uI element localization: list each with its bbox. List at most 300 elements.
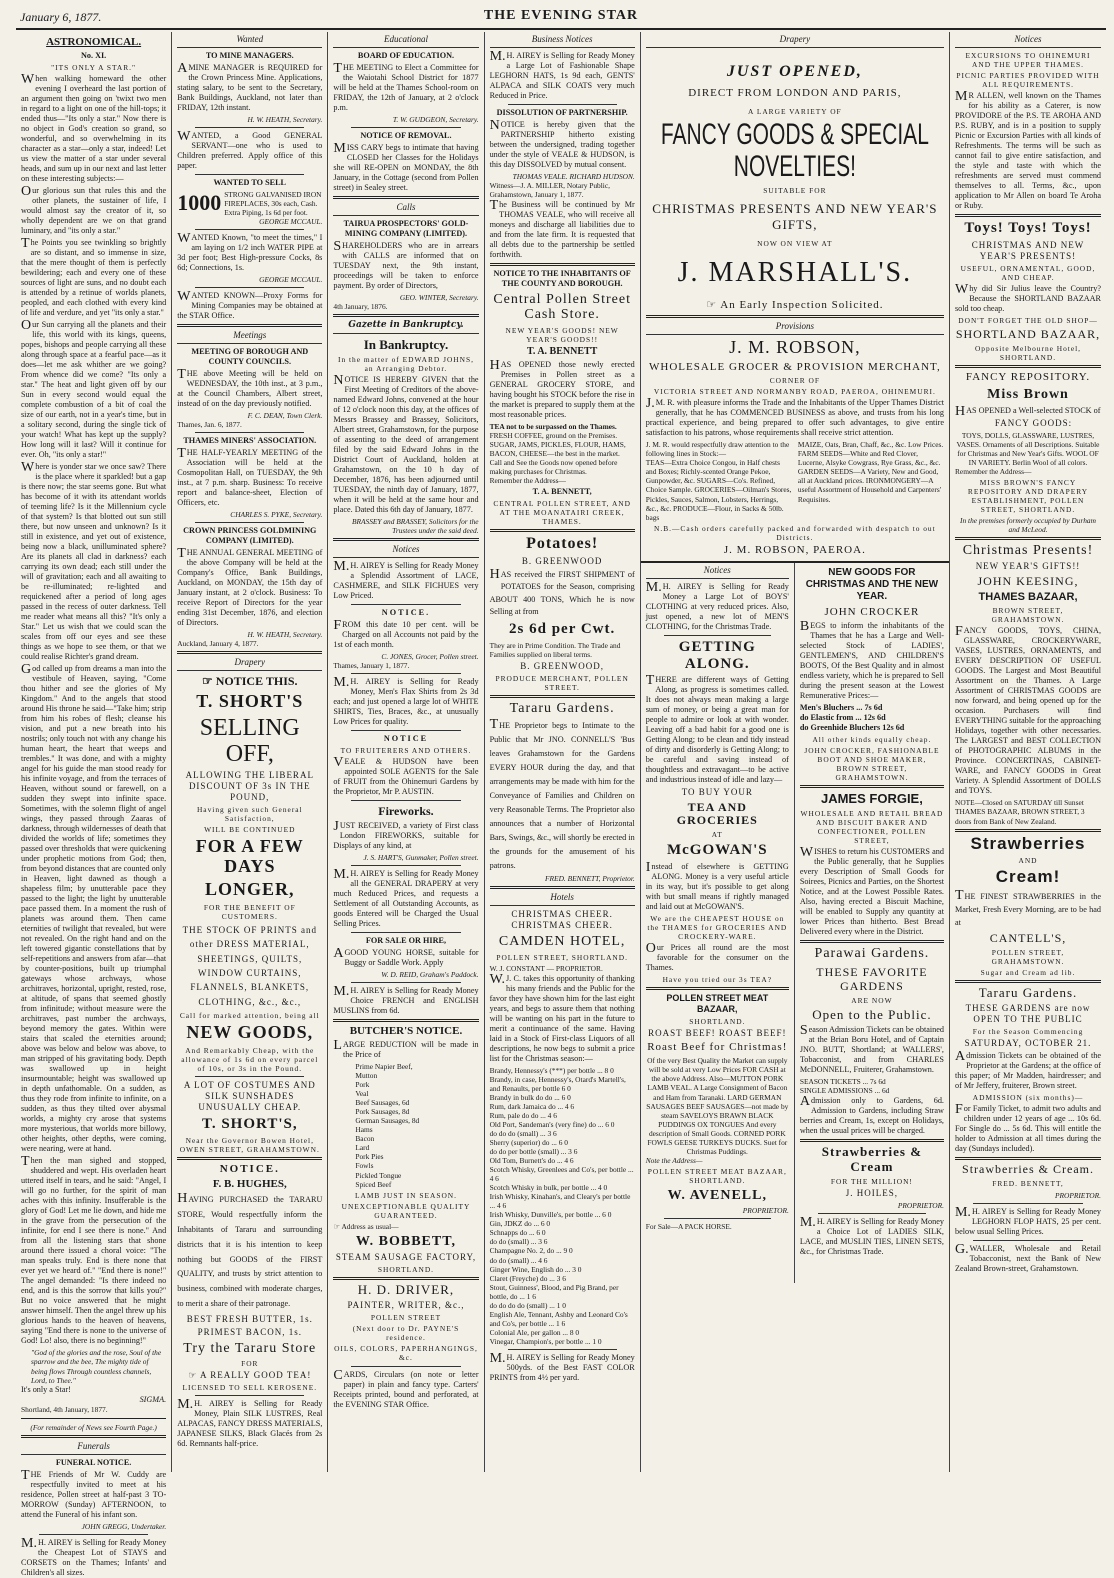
ad-text: THE above Meeting will be held on WEDNESDAY, the 10th inst., at 3 p.m., at the Council Chambers, Albert street, instead of on the day previously notified. xyxy=(177,367,323,409)
ad-line: FOR THE MILLION! xyxy=(830,1176,913,1186)
ad-signature: H. W. HEATH, Secretary. xyxy=(247,114,323,124)
ad-line: Witness—J. A. MILLER, Notary Public, Grahamstown, January 1, 1877. xyxy=(489,181,610,200)
ad-text: LARGE REDUCTION will be made in the Price of xyxy=(333,1038,479,1060)
list-item: do do per bottle (small) ... 3 6 xyxy=(489,1147,578,1157)
article-paragraph: God called up from dreams a man into the vestibule of Heaven, saying, "Come thou hither and see the glories of My Kingdom." And to the angels that stood around His throne he said—"Take him; strip from him his robes of flesh; cleanse his vision, and put a new breath into his nostrils; only touch not with any change his human heart, the heart that weeps and trembles." It was done, and with a mighty angel for his guide the man stood ready for his infinite voyage, and from the terraces of Heaven, without sound or farewell, on a sudden they swept into infinite space. Sometimes, with the solemn flight of angel wings, they passed through Zaaras of darkness, through wildernesses of death that divided the worlds of life; sometimes they passed over thresholds that were quickening under prophetic motions from God; then, from beyond distances that are counted only in Heaven, light dawned as though a shapeless film; by unutterable pace they passed to the light; the light by unutterable pace passed them. In a moment the rush of planets was around them. Then came eternities of twilight that revealed, but were not revealed. On the right hand and on the left towered gigantic constellations that by self-repetitions and answers from afar—that by counter-positions, built up triumphal gateways whose archways, whose architraves, horizontal, upright, rested, rose, at altitude, of spans that seemed ghostly from infinitude; without measure were the architraves, past number the archways, beyond memory the gates. Within were stairs that scaled the eternities around; above was below and below was above, to man stripped of his gravitating body. Depth was swallowed up in height insurmountable; height was swallowed up in depth unfathomable. On a sudden, as thus they rode from infinite to infinite, on a sudden, as thus they tilted over abysmal worlds, a mighty cry arose that systems more mysterious, that worlds more billowy, other heights, other depths, were coming, were nearing, were at hand. xyxy=(21,662,167,1154)
ad-text: G.WALLER, Wholesale and Retail Tobacconist, next the Bank of New Zealand Brown-street, Grahamstown. xyxy=(954,1241,1102,1273)
ad-signature: THOMAS VEALE. RICHARD HUDSON. xyxy=(512,171,635,181)
article-dateline: Shortland, 4th January, 1877. xyxy=(21,1404,108,1414)
ad-display-line: Strawberries & Cream xyxy=(821,1144,923,1174)
list-item: do do do do (small) ... 1 0 xyxy=(489,1300,566,1310)
ad-line: MAIZE, Oats, Bran, Chaff, &c., &c. Low Prices. FARM SEEDS—White and Red Clover, Lucerne, Alsyke Cowgrass, Rye Grass, &c., &c. GARDEN SEEDS—A Variety, New and Good, all at Auckland prices. IRONMONGERY—A useful Assortment of Household and Carpenters' Requisites. xyxy=(797,440,944,504)
ad-heading: CROWN PRINCESS GOLDMINING COMPANY (LIMITED). xyxy=(183,526,317,546)
ad-display-line: 2s 6d per Cwt. xyxy=(509,621,616,638)
ad-dateline: 4th January, 1876. xyxy=(333,302,388,311)
ad-display-line: Cream! xyxy=(995,867,1061,887)
ad-line: CHRISTMAS AND NEW YEAR'S PRESENTS! xyxy=(971,239,1085,261)
ad-line: AT xyxy=(711,830,723,840)
ad-line: Call and See the Goods now opened before making purchases for Christmas. xyxy=(489,458,618,477)
ad-line: OILS, COLORS, PAPERHANGINGS, &c. xyxy=(334,1344,478,1363)
ad-line: ALLOWING THE LIBERAL DISCOUNT OF 3s IN THE POUND, xyxy=(185,770,314,803)
ad-text: Our Prices all round are the most favorable for the consumer on the Thames. xyxy=(645,941,789,973)
ad-text: J.M. R. with pleasure informs the Trade and the Inhabitants of the Upper Thames District generally, that he has COMMENCED BUSINESS as above, and trusts from his long practical experience, and being prepared to offer such advantages, to give entire satisfaction to his patrons, whose requirements shall receive strict attention. xyxy=(645,396,944,438)
ad-line: JOHN CROCKER xyxy=(824,605,920,618)
ad-signature: J. S. HART'S, Gunmaker, Pollen street. xyxy=(363,852,479,862)
ad-text: THE HALF-YEARLY MEETING of the Association will be held at the Cosmopolitan Hall, on TUESDAY, the 9th inst., at 7 p.m. sharp. Business: To receive report and balance-sheet, Election of Officers, etc. xyxy=(177,446,323,508)
section-header-meetings: Meetings xyxy=(177,330,322,344)
ad-heading: Fireworks. xyxy=(378,804,434,819)
ad-line: PAINTER, WRITER, &c., xyxy=(347,1300,465,1311)
ad-text: JUST RECEIVED, a variety of First class London FIREWORKS, suitable for Displays of any kind, at xyxy=(333,818,479,850)
ad-subcol xyxy=(646,440,792,521)
ad-display-line: CAMDEN HOTEL, xyxy=(498,934,626,950)
list-item: Schnapps do ... 6 0 xyxy=(489,1228,546,1238)
section-header-drapery: Drapery xyxy=(177,657,322,671)
list-item: Fowls xyxy=(355,1161,374,1171)
list-item: Colonial Ale, per gallon ... 8 0 xyxy=(489,1327,580,1337)
ad-display-line: J. M. ROBSON, xyxy=(729,337,861,358)
ad-line: Sugar and Cream ad lib. xyxy=(980,968,1076,977)
article-paragraph: When walking homeward the other evening I overheard the last portion of an argument then going on 'twixt two men in regard to a light on one of the hill-tops; it ended thus—"Its only a star." Now there is no object in God's creation so grand, so wonderful, and so overwhelming in its character as a star—only a star, indeed! Let us view the matter of a star under several heads, and sum up in our next and last letter on these interesting subjects:— xyxy=(21,72,167,184)
ad-text: THE ANNUAL GENERAL MEETING of the above Company will be held at the Company's Office, Bank Buildings, Auckland, on MONDAY, the 15th day of January instant, at 2 o'clock. Business: To receive Report of Directors for the year ending 31st December, 1876, and election of Directors. xyxy=(177,546,323,628)
ad-line: Opposite Melbourne Hotel, SHORTLAND. xyxy=(974,343,1082,362)
ad-line: ARE NOW xyxy=(851,995,893,1005)
ad-display-line: Tararu Gardens. xyxy=(509,700,615,716)
continuation-note: (For remainder of News see Fourth Page.) xyxy=(30,1422,157,1432)
price-line: do Elastic from ... 12s 6d xyxy=(799,713,886,723)
ad-line: N.B.—Cash orders carefully packed and forwarded with despatch to out Districts. xyxy=(654,523,936,542)
ad-text: M.H. AIREY is Selling for Ready Money a Splendid Assortment of LACE, CASHMERE, and SILK FICHUES very Low Priced. xyxy=(333,558,479,600)
ad-heading: NOTICE. xyxy=(219,1162,280,1175)
ad-line: CANTELL'S, xyxy=(989,931,1067,946)
ad-line: TO FRUITERERS AND OTHERS. xyxy=(340,746,472,756)
ad-display-line: Open to the Public. xyxy=(812,1006,932,1022)
ad-text: M.H. AIREY is Selling for Ready Money a Choice Lot of LADIES SILK, LACE, and MUSLIN TIES, LINEN SETS, &c., for Christmas Trade. xyxy=(799,1214,944,1256)
ad-line: J. HOILES, xyxy=(845,1187,899,1198)
list-item: Claret (Freyche) do ... 3 6 xyxy=(489,1273,566,1283)
ad-line: Remember the Address— xyxy=(489,476,566,486)
section-header-provisions: Provisions xyxy=(646,321,944,335)
ad-line: ☞ An Early Inspection Solicited. xyxy=(706,298,884,311)
ad-heading: T. A. BENNETT xyxy=(526,345,598,357)
ad-line: And Remarkably Cheap, with the allowance of 1s 6d on every parcel of 10s, or 3s in the Pound. xyxy=(181,1046,319,1074)
ad-line: A LOT OF COSTUMES AND SILK SUNSHADES UNUSUALLY CHEAP. xyxy=(183,1080,316,1113)
ad-display-line: Toys! Toys! Toys! xyxy=(964,220,1092,237)
ad-text: WANTED KNOWN—Proxy Forms for Mining Companies may be obtained at the STAR Office. xyxy=(177,289,323,321)
ad-display-line: FANCY GOODS & SPECIAL NOVELTIES! xyxy=(660,118,929,184)
article-number: No. XI. xyxy=(80,51,107,61)
ad-heading: T. A. BENNETT, xyxy=(532,487,592,497)
ad-heading: NOTICE xyxy=(383,734,429,744)
ad-text: M.H. AIREY is Selling for Ready Money, Plain SILK LUSTRES, Real ALPACAS, FANCY DRESS MATERIALS, JAPANESE SILKS, Black Glacés from 2s 6d. Remnants half-price. xyxy=(177,1396,323,1448)
column-1 xyxy=(16,32,172,1577)
ad-signature: PROPRIETOR. xyxy=(742,1206,789,1216)
ad-line: THE STOCK OF PRINTS and other DRESS MATERIAL, SHEETINGS, QUILTS, WINDOW CURTAINS, FLANNELS, BLANKETS, CLOTHING, &c., &c., xyxy=(182,924,317,1007)
ad-line: LICENSED TO SELL KEROSENE. xyxy=(182,1382,318,1392)
article-signature: SIGMA. xyxy=(139,1394,167,1404)
notices-split xyxy=(641,563,949,1283)
ad-text: THE MEETING to Elect a Committee for the Waiotahi School District for 1877 will be held at the Thames School-room on FRIDAY, the 12th of January, at 2 o'clock p.m. xyxy=(333,60,479,112)
ad-display-line: Miss Brown xyxy=(987,387,1069,403)
ad-line: POLLEN STREET MEAT BAZAAR, SHORTLAND. xyxy=(647,1166,787,1185)
ad-signature: CHARLES S. PYKE, Secretary. xyxy=(230,510,323,520)
ad-heading: JAMES FORGIE, xyxy=(820,791,923,807)
list-item: Old Port, Sandeman's (very fine) do ... 6 0 xyxy=(489,1120,615,1130)
drapery-block xyxy=(641,32,949,561)
ad-text: NOTICE is hereby given that the PARTNERSHIP hitherto existing between the undersigned, trading together under the style of VEALE & HUDSON, is this day DISSOLVED by mutual consent. xyxy=(489,117,635,169)
ad-signature: W. D. REID, Graham's Paddock. xyxy=(381,969,479,979)
ad-line: PRIMEST BACON, 1s. xyxy=(197,1326,302,1337)
ad-line: WHOLESALE AND RETAIL BREAD AND BISCUIT BAKER AND CONFECTIONER, POLLEN STREET, xyxy=(800,809,944,846)
section-header-business-notices: Business Notices xyxy=(490,34,635,48)
ad-display-line: JUST OPENED, xyxy=(726,62,863,80)
ad-line: W. J. CONSTANT — PROPRIETOR. xyxy=(489,963,603,973)
list-item: Lard xyxy=(355,1143,370,1153)
ad-line: NOTE—Closed on SATURDAY till Sunset THAMES BAZAAR, BROWN STREET, 3 doors from Bank of New Zealand. xyxy=(954,798,1085,826)
ad-display-line: SELLING OFF, xyxy=(199,714,300,768)
ad-line: In the matter of EDWARD JOHNS, an Arranging Debtor. xyxy=(338,354,474,373)
list-item: Champagne No. 2, do ... 9 0 xyxy=(489,1246,573,1256)
pointing-hand-icon: ☞ xyxy=(201,674,216,689)
ad-line: SATURDAY, OCTOBER 21. xyxy=(964,1038,1092,1049)
ad-display-line: FOR A FEW DAYS xyxy=(195,836,304,877)
ad-display-line: Strawberries & Cream. xyxy=(962,1162,1094,1177)
ad-line: NEW YEAR'S GOODS! NEW YEAR'S GOODS!! xyxy=(505,325,619,344)
list-item: Stout, Guinness', Blood, and Pig Brand, per bottle, do ... 1 6 xyxy=(489,1282,619,1301)
ad-line: Remember the Address— xyxy=(954,466,1032,476)
ad-line: AND xyxy=(1018,856,1038,866)
section-header-gazette: Gazette in Bankruptcy. xyxy=(333,320,478,334)
ad-display-line: NEW GOODS, xyxy=(186,1022,314,1043)
ad-line: CHRISTMAS PRESENTS AND NEW YEAR'S GIFTS, xyxy=(652,201,938,232)
ad-text: Admission only to Gardens, 6d. Admission to Gardens, including Straw berries and Cream, 1s, except on Holidays, when the usual prices will be charged. xyxy=(799,1094,944,1136)
ad-display-line: Try the Tararu Store xyxy=(183,1340,317,1356)
masthead xyxy=(16,4,1106,30)
article-paragraph: Where is yonder star we once saw? There is the place where it sparkled! but a gap is there now; the star seems gone. But what has become of it with its attendant worlds of teeming life? Is it the Millennium cycle of that system? Is that blotted out sun still there, but now unseen and unknown? Is it still in existence, and yet out of existence, being now a black, unilluminated sphere? Are its planets all clad in darkness? each carrying its own dead; each still under the will of gravitation; each and all awaiting to be re-illuminated; re-lighted and requickened after a period of long ages passed in the recess of outer darkness. Tell me reader what means all this? "It's only a Star." Let us wish that we could scan the scales from off our eyes and see these things as we hope to see them, or that we could realise Richter's grand dream. xyxy=(21,460,167,662)
ad-dateline: Thames, Jan. 6, 1877. xyxy=(177,420,242,430)
section-header-notices: Notices xyxy=(646,565,789,579)
ad-signature: H. W. HEATH, Secretary. xyxy=(247,630,323,640)
ad-display-line: W. BOBBETT, xyxy=(355,1233,457,1249)
ad-line: JOHN KEESING, xyxy=(977,574,1079,589)
ad-display-line: LONGER, xyxy=(205,879,295,900)
ad-text: For Family Ticket, to admit two adults and children under 12 years of age ... 10s 6d. For Single do ... 5s 6d. This will entitle the holder to Admission at all times during the day (Sundays included). xyxy=(954,1102,1102,1154)
ad-text: THERE are different ways of Getting Along, as progress is sometimes called. It does not always mean making a large sum of money, or being a great man for people to admire or look at with wonder. Leaving off a bad habit for a good one is Getting Along; to be clean and tidy instead of dirty and disorderly is Getting Along; to be careful and saving instead of thoughtless and extravagant—to be active and industrious instead of idle and lazy— xyxy=(645,673,789,785)
article-closing: It's only a Star! xyxy=(21,1384,71,1394)
ad-text: MISS CARY begs to intimate that having CLOSED her Classes for the Holidays she will RE-OPEN on MONDAY, the 8th January, in the Cottage (second from Pollen street) in Sealey street. xyxy=(333,141,479,192)
ad-text: M.H. AIREY is Selling for Ready Money 500yds. of the Best FAST COLOR PRINTS from 4½ per yard. xyxy=(489,1350,635,1382)
list-item: Prime Napier Beef, xyxy=(355,1062,413,1072)
ad-text: NOTICE IS HEREBY GIVEN that the First Meeting of Creditors of the above-named Edward Johns, convened at the hour of 12 o'clock noon this day, at the offices of Messrs Brassey and Brassey, Solicitors, Albert street, Grahamstown, for the purpose of assenting to the deed of arrangement filed by the said Edward Johns in the District Court of Auckland, holden at Grahamstown, on the 10 h day of December, 1876, has been adjourned until TUESDAY, the ninth day of January, 1877, when it will be held at the same hour and place. Dated this 6th day of January, 1877. xyxy=(333,372,479,514)
ad-line: EXCURSIONS TO OHINEMURI AND THE UPPER THAMES. xyxy=(965,50,1091,69)
ad-line: DON'T FORGET THE OLD SHOP— xyxy=(958,315,1098,325)
ad-text: M.H. AIREY is Selling for Ready Money the Cheapest Lot of STAYS and CORSETS on the Thames; Infants' and Children's all sizes. xyxy=(21,1535,167,1577)
list-item: Brandy, in case, Hennessy's, Otard's Martell's, and Renaults, per bottle 6 0 xyxy=(489,1074,626,1093)
ad-line: SUITABLE FOR xyxy=(763,186,827,196)
section-header-funerals: Funerals xyxy=(21,1441,166,1455)
ad-line: USEFUL, ORNAMENTAL, GOOD, AND CHEAP. xyxy=(960,263,1096,282)
ad-line: B. GREENWOOD, xyxy=(520,660,605,671)
ad-heading: BUTCHER'S NOTICE. xyxy=(349,1024,463,1037)
ad-line: ROAST BEEF! ROAST BEEF! xyxy=(648,1028,787,1039)
list-item: Pork Sausages, 8d xyxy=(355,1107,410,1117)
ad-line: CENTRAL POLLEN STREET, AND AT THE MOANATAIRI CREEK, THAMES. xyxy=(493,499,631,527)
pointing-hand-icon: ☞ xyxy=(188,1369,201,1380)
ad-line: TEAS—Extra Choice Congou, in Half chests and Boxes; Richly-scented Orange Pekoe, Gunpowder, &c. SUGARS—Co's. Refined, Choice Sample. GROCERIES—Oilman's Stores, Pickles, Sauces, Salmon, Lobsters, Herrings, &c., &c. PRODUCE—Flour, in Sacks & 50lb. bags xyxy=(645,458,792,522)
ad-line: UNEXCEPTIONABLE QUALITY GUARANTEED. xyxy=(341,1201,471,1220)
ad-line: All other kinds equally cheap. xyxy=(812,735,932,745)
list-item: Spiced Beef xyxy=(355,1179,392,1189)
article-paragraph: Then the man sighed and stopped, shuddered and wept. His overladen heart uttered itself in tears, and he said: "Angel, I will go no further, for the spirit of man aches with this infinity. Insufferable is the glory of God! Let me lie down, and hide me in the grave from the persecution of the infinite, for end I see there is none." And from all the listening stars that shone around there issued a choral voice: "The man speaks truly. End is there none that ever yet we heard of." "End there is none!" The angel demanded: "Is there indeed no end, and is this the sorrow that kills you?" But no voice answered that he might answer himself. Then the angel threw up his glorious hands to the heaven of heavens, saying "End there is none to the universe of God! Lo! also, there is no beginning!" xyxy=(21,1154,167,1346)
ad-dateline: Auckland, January 4, 1877. xyxy=(177,639,259,649)
ad-text: M.H. AIREY is Selling for Ready Money, Men's Flax Shirts from 2s 3d each; and just opened a large lot of WHITE SHIRTS, Ties, Braces, &c., at unusually Low Prices for quality. xyxy=(333,675,479,727)
ad-line: SHORTLAND. xyxy=(689,1016,746,1026)
section-header-drapery: Drapery xyxy=(646,34,944,48)
ad-text: FROM this date 10 per cent. will be Charged on all Accounts not paid by the 1st of each month. xyxy=(333,617,479,649)
ad-signature: T. W. GUDGEON, Secretary. xyxy=(392,114,479,124)
ad-text: M.H. AIREY is Selling for Ready Money all the GENERAL DRAPERY at very much Reduced Prices, and requests a Settlement of all Outstanding Accounts, as goods Entered will be Charged the Usual Selling Prices. xyxy=(333,866,479,928)
ad-text: WANTED, a Good GENERAL SERVANT—one who is used to Children preferred. Apply office of this paper. xyxy=(177,129,323,170)
ad-heading: FOR SALE OR HIRE, xyxy=(365,935,446,945)
ad-text: WISHES to return his CUSTOMERS and the Public generally, that he Supplies every Description of Small Goods for Soirees, Picnics and Parties, on the Shortest Notice, and at the Lowest Possible Rates. Also, having erected a Biscuit Machine, will be enabled to Supply any quantity at lower Prices than hitherto. Best Bread Delivered every where in the District. xyxy=(799,845,944,937)
article-paragraph: The Points you see twinkling so brightly are so distant, and so immense in size, that the mere thought of them is perfectly bewildering; each and every one of these sources of light are suns, and no doubt each is attended by a retinue of worlds planets, peopled, and each clothed with every kind of life and verdure, and yet "its only a star." xyxy=(21,236,167,318)
section-header-wanted: Wanted xyxy=(177,34,322,48)
ad-heading: NOTICE OF REMOVAL. xyxy=(360,131,452,140)
ad-line: THESE FAVORITE GARDENS xyxy=(816,964,928,994)
ad-line: PICNIC PARTIES PROVIDED WITH ALL REQUIREMENTS. xyxy=(956,71,1100,90)
list-item: Rum, dark Jamaica do ... 4 6 xyxy=(489,1101,575,1111)
ad-signature: GEORGE MCCAUL. xyxy=(259,217,323,227)
section-header-calls: Calls xyxy=(333,202,478,216)
list-item: Veal xyxy=(355,1089,369,1099)
ad-text: Instead of elsewhere is GETTING ALONG. Money is a very useful article in its way, but it's possible to get along with but small means if rightly managed and laid out at McGOWAN'S. xyxy=(645,859,789,911)
ad-line: ADMISSION (six months)— xyxy=(972,1093,1084,1103)
ad-heading: MEETING OF BOROUGH AND COUNTY COUNCILS. xyxy=(191,347,309,367)
ad-heading: FUNERAL NOTICE. xyxy=(55,1457,132,1467)
ad-text: W.J. C. takes this opportunity of thanking his many friends and the Public for the favor they have shown him for the last eight years, and begs to assure them that nothing will be wanting on his part in the future to merit a continuance of the same. Having laid in a Stock of First-class Liquors of all descriptions, he now begs to submit a price list for the Christmas season:— xyxy=(489,971,635,1063)
ad-display-line: Potatoes! xyxy=(526,535,599,553)
ad-display-line: McGOWAN'S xyxy=(666,842,768,859)
section-header-notices: Notices xyxy=(955,34,1101,48)
ad-line: SHORTLAND. xyxy=(377,1265,435,1275)
ad-display-line: T. SHORT'S xyxy=(196,690,304,711)
ad-line: A LARGE VARIETY OF xyxy=(748,106,842,116)
list-item: Rum, pale do do ... 4 6 xyxy=(489,1111,557,1120)
ad-line: Having given such General Satisfaction, xyxy=(196,805,303,824)
list-item: Vinegar, Champion's, per bottle ... 1 0 xyxy=(489,1336,602,1346)
ad-signature: C. JONES, Grocer, Pollen street. xyxy=(381,651,479,661)
ad-number: 1000 xyxy=(177,190,222,216)
ad-line: WILL BE CONTINUED xyxy=(204,825,296,835)
section-header-hotels: Hotels xyxy=(490,892,635,906)
ad-line: TOYS, DOLLS, GLASSWARE, LUSTRES, VASES. Ornaments of all Descriptions. Suitable for Christmas and New Year's Gifts. WOOL OF IN VARIETY. Berlin Wool of all colors. xyxy=(956,430,1100,467)
article-paragraph: Our Sun carrying all the planets and their life, this world with its kings, queens, popes, bishops and people carrying all these along through space at a fearful pace—as it does—let me ask whither are we going? From whence did we come? "Its only a star." The heat and light given off by our Sun in every second would equal the complete combustion of a bit of coal the size of our earth, not in a year's time, but in a solitary second, during the single tick of your watch! What has kept up the supply? How long will it last? Will it continue for ever. Oh, "its only a star!" xyxy=(21,318,167,460)
ad-dateline: Thames, January 1, 1877. xyxy=(333,660,410,670)
ad-signature: PROPRIETOR. xyxy=(897,1200,944,1210)
ad-display-line: Parawai Gardens. xyxy=(814,946,930,962)
section-header-notices: Notices xyxy=(333,544,478,558)
list-item: Irish Whisky, Kinahan's, and Cleary's per bottle ... 4 6 xyxy=(489,1192,631,1211)
ad-heading: NOTICE TO THE INHABITANTS OF THE COUNTY AND BOROUGH. xyxy=(493,269,631,289)
ad-text: AGOOD YOUNG HORSE, suitable for Buggy or Saddle Work. Apply xyxy=(333,945,479,967)
article-verse: "God of the glories and the rose, Soul of the sparrow and the bee, The mighty tide of being flows Through countless channels, Lord, to Thee." xyxy=(31,1348,162,1385)
ad-heading: TO MINE MANAGERS. xyxy=(205,50,294,60)
ad-line: NEW YEAR'S GIFTS!! xyxy=(975,561,1081,572)
list-item: do do (small) ... 4 6 xyxy=(489,1255,548,1265)
ad-signature: GEORGE MCCAUL. xyxy=(259,275,323,285)
ad-signature: JOHN GREGG, Undertaker. xyxy=(81,1521,167,1531)
ad-line: J. M. R. would respectfully draw attention to the following lines in Stock:— xyxy=(645,440,790,459)
ad-heading: ☞ NOTICE THIS. xyxy=(201,674,298,689)
ad-text: BEGS to inform the inhabitants of the Thames that he has a Large and Well-selected Stock of LADIES', GENTLEMEN'S, AND CHILDREN'S BOOTS, Of the Best Quality and in almost endless variety, which he is prepared to Sell during the present season at the Lowest Remunerative Prices:— xyxy=(799,619,944,701)
ad-line: ☞ A REALLY GOOD TEA! xyxy=(188,1369,312,1380)
ad-line: BROWN STREET, GRAHAMSTOWN. xyxy=(991,606,1065,625)
ad-signature: F. C. DEAN, Town Clerk. xyxy=(247,411,323,421)
ad-text: M.H. AIREY is Selling for Ready Money LEGHORN FLOP HATS, 25 per cent. below usual Selling Prices. xyxy=(954,1204,1102,1236)
ad-display-line: H. D. DRIVER, xyxy=(357,1282,455,1298)
newspaper-title: THE EVENING STAR xyxy=(483,8,639,23)
ad-display-line: SHORTLAND BAZAAR, xyxy=(955,326,1101,341)
ad-line: (Next door to Dr. PAYNE'S residence. xyxy=(352,1324,460,1343)
ad-line: MISS BROWN'S FANCY REPOSITORY AND DRAPERY ESTABLISHMENT, POLLEN STREET, SHORTLAND. xyxy=(967,477,1089,514)
list-item: English Ale, Tennant, Ashby and Leonard Co's and Co's, per bottle ... 1 6 xyxy=(489,1309,628,1328)
ad-text: M.H. AIREY is Selling for Ready Money a Large Lot of BOYS' CLOTHING at very reduced prices. Also, just opened, a new lot of MEN'S CLOTHING, for the Christmas Trade. xyxy=(645,580,789,632)
list-item: do do do (small) ... 3 6 xyxy=(489,1129,557,1139)
ad-line: They are in Prime Condition. The Trade and Families supplied on liberal terms. xyxy=(489,640,621,659)
ad-line: Near the Governor Bowen Hotel, OWEN STREET, GRAHAMSTOWN. xyxy=(179,1135,320,1154)
ad-line: FANCY REPOSITORY. xyxy=(965,370,1091,383)
price-line: Men's Bluchers ... 7s 6d xyxy=(799,703,883,713)
ad-display-line: T. SHORT'S, xyxy=(201,1116,298,1133)
pointing-hand-icon: ☞ xyxy=(333,1221,342,1231)
ad-line: Have you tried our 3s TEA? xyxy=(662,975,772,985)
list-item: Irish Whisky, Dunville's, per bottle ... 6 0 xyxy=(489,1210,612,1220)
column-3 xyxy=(328,32,484,1472)
ad-line: SUGAR, JAMS, PICKLES, FLOUR, HAMS, BACON, CHEESE—the best in the market. xyxy=(489,440,626,459)
ad-line: POLLEN STREET xyxy=(370,1313,442,1323)
ad-display-line: Tararu Gardens. xyxy=(978,985,1078,1001)
ad-signature: BRASSEY and BRASSEY, Solicitors for the Trustees under the said deed. xyxy=(351,516,479,535)
list-item: Pork Pies xyxy=(355,1152,384,1162)
list-item: Gin, JDKZ do ... 6 0 xyxy=(489,1219,551,1229)
ad-line: Call for marked attention, being all xyxy=(179,1011,320,1021)
list-item: Ginger Wine, English do ... 3 0 xyxy=(489,1264,582,1274)
ad-text: Season Admission Tickets can be obtained at the Brian Boru Hotel, and of Captain JNO. BUTT, Shortland; at WALLERS', Tobacconist, and from CHARLES McDONNELL, Fruiterer, Grahamstown. xyxy=(799,1023,944,1075)
ad-heading: NOTICE. xyxy=(381,607,431,617)
list-item: Hams xyxy=(355,1125,373,1135)
price-line: SINGLE ADMISSIONS ... 6d xyxy=(799,1086,890,1096)
ad-line: STEAM SAUSAGE FACTORY, xyxy=(335,1252,477,1263)
ad-line: NOW ON VIEW AT xyxy=(757,238,833,248)
ad-line: LAMB JUST IN SEASON. xyxy=(354,1190,457,1200)
ad-display-line: J. MARSHALL'S. xyxy=(677,256,913,288)
ad-line: Of the very Best Quality the Market can supply will be sold at very Low Prices FOR CASH at the above Address. Also—MUTTON PORK LAMB VEAL. A Large Consignment of Bacon and Ham from Taranaki. LARD GERMAN SAUSAGES BEEF SAUSAGES—not made by steam SAVELOYS BRAWN BLACK PUDDINGS OX TONGUES And every description of Small Goods. CORNED PORK FOWLS GEESE TURKEYS DUCKS. Suet for Christmas Puddings. xyxy=(646,1056,789,1156)
ad-signature: PROPRIETOR. xyxy=(1054,1190,1102,1200)
ad-text: HAVING PURCHASED the TARARU STORE, Would respectfully inform the Inhabitants of Tararu and surrounding districts that it is his intention to keep nothing but GOODS of the FIRST QUALITY, and trusts by strict attention to business, combined with moderate charges, to merit a share of their patronage. xyxy=(177,1191,323,1308)
column-5 xyxy=(641,563,795,1283)
list-item: do do (small) ... 3 6 xyxy=(489,1237,548,1247)
pointing-hand-icon: ☞ xyxy=(706,298,721,311)
ad-text: The Business will be continued by Mr THOMAS VEALE, who will receive all moneys and discharge all liabilities due to and from the late firm. It is requested that all debts due to the partnership be settled forthwith. xyxy=(489,198,635,260)
column-2 xyxy=(172,32,328,1472)
list-item: Pickled Tongue xyxy=(355,1170,402,1180)
ad-text: Admission Tickets can be obtained of the Proprietor at the Gardens; at the office of this paper; of Mr Madden, hairdresser; and of Mr Jeffery, fruiterer, Brown street. xyxy=(954,1049,1102,1091)
ad-heading: F. B. HUGHES, xyxy=(212,1178,287,1191)
ad-heading: TAIRUA PROSPECTORS' GOLD-MINING COMPANY (LIMITED). xyxy=(343,218,469,238)
ad-text: M.H. AIREY is Selling for Ready Money a Large Lot of Fashionable Shape LEGHORN HATS, 1s 9d each, GENTS' ALPACA and SILK COATS very much Reduced in Price. xyxy=(489,48,635,100)
ad-line: ☞ Address as usual— xyxy=(333,1221,399,1231)
ad-text: CARDS, Circulars (on note or letter paper) in plain and fancy type. Carters' Receipts printed, bound and perforated, at the EVENING STAR Office. xyxy=(333,1367,479,1409)
ad-display-line: Strawberries xyxy=(970,833,1086,853)
list-item: Scotch Whisky in bulk, per bottle ... 4 0 xyxy=(489,1183,608,1193)
ad-line: We are the CHEAPEST HOUSE on the THAMES for GROCERIES AND CROCKERY-WARE. xyxy=(647,913,788,941)
article-paragraph: Our glorious sun that rules this and the other planets, the sustainer of life, I would almost say the creator of it, so wholly dependent are we on that grand luminary, and "its only a star." xyxy=(21,184,167,236)
article-title: ASTRONOMICAL. xyxy=(46,36,142,48)
ad-signature: GEO. WINTER, Secretary. xyxy=(399,292,479,302)
ad-text: THE FINEST STRAWBERRIES in the Market, Fresh Every Morning, are to be had at xyxy=(954,887,1102,928)
ad-heading: THAMES BAZAAR, xyxy=(978,590,1078,603)
ad-heading: BOARD OF EDUCATION. xyxy=(357,50,455,60)
ad-line: In the premises formerly occupied by Durham and McLeod. xyxy=(960,515,1096,534)
list-item: Pork xyxy=(355,1080,370,1090)
ad-line: J. M. ROBSON, PAEROA. xyxy=(723,543,866,556)
ad-heading: DISSOLUTION OF PARTNERSHIP. xyxy=(496,107,628,117)
ad-display-line: Central Pollen Street Cash Store. xyxy=(493,292,631,323)
list-item: German Sausages, 8d xyxy=(355,1116,420,1126)
list-item: Brandy, Hennessy's (***) per bottle ... 8 0 xyxy=(489,1065,614,1075)
column-7 xyxy=(950,32,1106,1472)
ad-text: THE Proprietor begs to Intimate to the Public that Mr JNO. CONNELL'S 'Bus leaves Grahamstown for the Gardens EVERY HOUR during the day, and that arrangements may be made with him for the Conveyance of Families and Children on very Reasonable Terms. The Proprietor also announces that a number of Horizontal Bars, Swings, &c., will shortly be erected in the grounds for the amusement of his patrons. xyxy=(489,717,635,870)
ad-text: FANCY GOODS, TOYS, CHINA, GLASSWARE, CROCKERYWARE, VASES, LUSTRES, ORNAMENTS, and EVERY DESCRIPTION OF USEFUL GOODS. The Largest and Most Beautiful Assortment on the Thames. A Large Assortment of CHRISTMAS GOODS are now forward, and being opened up for the occasion. Purchasers will find EVERYTHING suitable for the approaching Holidays, together with other necessaries. The LARGEST and BEST COLLECTION of PHOTOGRAPHIC ALBUMS in the Province. CONCERTINAS, CABINET-WARE, and FANCY GOODS in Great Variety. A Splendid Assortment of DOLLS and TOYS. xyxy=(954,624,1102,796)
ad-line: PRODUCE MERCHANT, POLLEN STREET. xyxy=(495,673,629,692)
ad-line: FOR THE BENEFIT OF CUSTOMERS. xyxy=(203,902,296,921)
ad-line: B. GREENWOOD xyxy=(521,556,603,566)
ad-display-line: GETTING ALONG. xyxy=(678,639,756,672)
ad-line: Roast Beef for Christmas! xyxy=(647,1040,788,1053)
ad-text: MR ALLEN, well known on the Thames for his ability as a Caterer, is now PROVIDORE of the P.S. TE AROHA AND P.S. RUBY, and is in a position to supply Picnic or Excursion Parties with all kinds of Refreshments. The terms will be such as cannot fail to give entire satisfaction, and the style and taste with which the refreshments are served must commend themselves to all. Terms, &c., upon application to Mr Allen on board Te Aroha or Ruby. xyxy=(954,89,1102,211)
ad-line: FANCY GOODS: xyxy=(994,417,1073,428)
list-item: Old Tom, Burnett's do ... 4 6 xyxy=(489,1156,574,1166)
ad-heading: NEW GOODS FOR CHRISTMAS AND THE NEW YEAR. xyxy=(805,567,939,603)
list-item: Scotch Whisky, Greenlees and Co's, per bottle ... 4 6 xyxy=(489,1165,634,1184)
ad-line: THESE GARDENS are now OPEN TO THE PUBLIC xyxy=(965,1003,1091,1025)
ad-text: HAS OPENED those newly erected Premises in Pollen street as a GENERAL GROCERY STORE, and having bought his STOCK before the rise in the market is prepared to supply them at the most reasonable prices. xyxy=(489,358,635,420)
issue-date: January 6, 1877. xyxy=(20,10,102,24)
ad-line: DIRECT FROM LONDON AND PARIS, xyxy=(688,87,902,100)
ad-heading: THAMES MINERS' ASSOCIATION. xyxy=(183,436,317,446)
ad-line: TEA not to be surpassed on the Thames. xyxy=(489,422,617,432)
ad-text: THE Friends of Mr W. Cuddy are respectfully invited to meet at his residence, Pollen street at half-past 3 TO-MORROW (Sunday) AFTERNOON, to attend the Funeral of his infant son. xyxy=(21,1467,167,1519)
section-header-educational: Educational xyxy=(333,34,478,48)
ad-text: SHAREHOLDERS who are in arrears with CALLS are informed that on TUESDAY next, the 9th instant, proceedings will be taken to enforce payment. By order of Directors, xyxy=(333,238,479,290)
ad-line: JOHN CROCKER, FASHIONABLE BOOT AND SHOE MAKER, BROWN STREET, GRAHAMSTOWN. xyxy=(804,746,940,783)
ad-display-line: W. AVENELL, xyxy=(667,1187,767,1203)
column-5b xyxy=(795,563,949,1283)
ad-text: STRONG GALVANISED IRON FIREPLACES, 30s each, Cash. Extra Piping, 1s 6d per foot. xyxy=(224,190,322,218)
list-item: Brandy in bulk do do ... 6 0 xyxy=(489,1092,571,1102)
list-item: Mutton xyxy=(355,1071,378,1081)
ad-heading: POLLEN STREET MEAT BAZAAR, xyxy=(666,993,769,1015)
ad-text: HAS OPENED a Well-selected STOCK of xyxy=(954,403,1101,419)
liquor-price-list xyxy=(490,1066,635,1346)
ad-display-line: Christmas Presents! xyxy=(962,542,1094,558)
ad-line: Note the Address— xyxy=(645,1155,703,1165)
list-item: Beef Sausages, 6d xyxy=(355,1098,410,1108)
price-line: SEASON TICKETS ... 7s 6d xyxy=(799,1077,886,1087)
ad-heading: In Bankruptcy. xyxy=(363,337,449,352)
ad-line: CORNER OF xyxy=(769,376,820,386)
ad-line: FRESH COFFEE, ground on the Premises. xyxy=(489,431,618,441)
